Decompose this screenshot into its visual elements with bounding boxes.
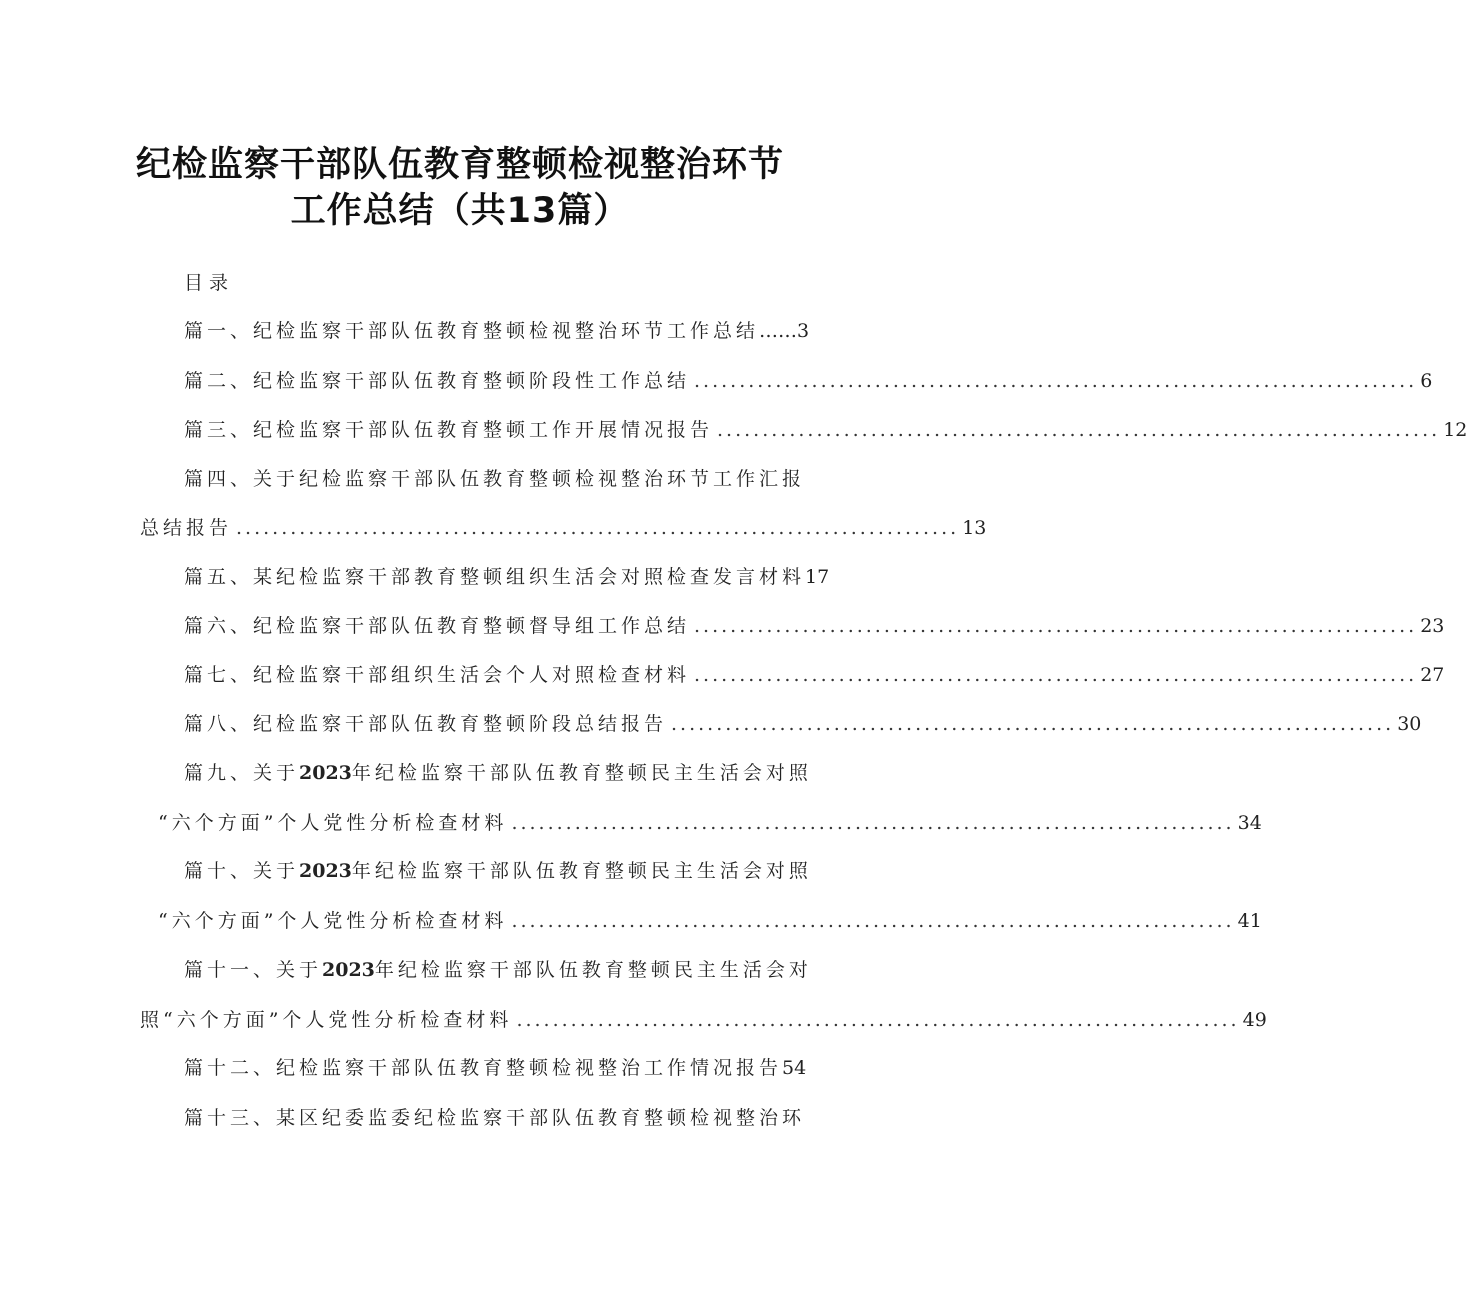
- toc-leader-dots: ................................................................................: [511, 812, 1235, 834]
- toc-entry-title: 篇三、纪检监察干部队伍教育整顿工作开展情况报告: [184, 419, 714, 441]
- toc-page-number: 49: [1242, 1009, 1267, 1031]
- toc-entry-title-part: 年纪检监察干部队伍教育整顿民主生活会对: [374, 959, 812, 981]
- toc-entry-title: 篇六、纪检监察干部队伍教育整顿督导组工作总结: [184, 615, 691, 637]
- toc-leader-dots: ................................................................................: [236, 517, 960, 539]
- toc-leader-dots: ................................................................................: [694, 615, 1418, 637]
- toc-entry-7[interactable]: [184, 660, 1445, 690]
- toc-page-number: 17: [805, 566, 830, 588]
- toc-heading: 目录: [184, 272, 235, 294]
- toc-entry-12[interactable]: [184, 1053, 807, 1083]
- toc-page-number: 27: [1420, 664, 1445, 686]
- toc-entry-title: 篇二、纪检监察干部队伍教育整顿阶段性工作总结: [184, 370, 691, 392]
- toc-page-number: 23: [1420, 615, 1445, 637]
- toc-entry-title: 照“六个方面”个人党性分析检查材料: [140, 1009, 513, 1031]
- toc-page-number: 34: [1237, 812, 1262, 834]
- toc-entry-year: 2023: [299, 860, 352, 882]
- toc-leader-dots: ................................................................................: [511, 910, 1235, 932]
- toc-entry-title-part: 篇十一、关于: [184, 959, 323, 981]
- toc-entry-11-line-2[interactable]: [140, 1005, 1267, 1035]
- toc-leader-dots: ................................................................................: [717, 419, 1441, 441]
- toc-leader-dots: ................................................................................: [694, 664, 1418, 686]
- toc-leader-dots: ……: [759, 320, 798, 342]
- toc-entry-8[interactable]: [184, 709, 1422, 739]
- document-title-line-1: 纪检监察干部队伍教育整顿检视整治环节: [135, 145, 784, 185]
- toc-entry-4-line-2[interactable]: [140, 513, 987, 543]
- toc-entry-2[interactable]: [184, 366, 1433, 396]
- toc-entry-year: 2023: [299, 762, 352, 784]
- toc-entry-title: “六个方面”个人党性分析检查材料: [158, 910, 508, 932]
- document-title-line-2: 工作总结（共13篇）: [290, 191, 630, 231]
- toc-page-number: 30: [1397, 713, 1422, 735]
- toc-leader-dots: ................................................................................: [694, 370, 1418, 392]
- toc-entry-title: 篇五、某纪检监察干部教育整顿组织生活会对照检查发言材料: [184, 566, 806, 588]
- toc-leader-dots: ................................................................................: [516, 1009, 1240, 1031]
- toc-leader-dots: ................................................................................: [671, 713, 1395, 735]
- toc-page-number: 13: [962, 517, 987, 539]
- toc-entry-11-line-1[interactable]: [184, 955, 812, 985]
- toc-entry-5[interactable]: [184, 562, 830, 592]
- toc-entry-4-line-1[interactable]: [184, 464, 806, 494]
- toc-entry-10-line-1[interactable]: [184, 856, 812, 886]
- toc-entry-title-part: 篇九、关于: [184, 762, 300, 784]
- toc-page-number: 3: [797, 320, 810, 342]
- toc-entry-title-part: 年纪检监察干部队伍教育整顿民主生活会对照: [351, 860, 812, 882]
- toc-entry-6[interactable]: [184, 611, 1445, 641]
- toc-entry-1[interactable]: [184, 316, 810, 346]
- toc-page-number: 54: [782, 1057, 807, 1079]
- toc-entry-9-line-1[interactable]: [184, 758, 812, 788]
- toc-page-number: 12: [1443, 419, 1467, 441]
- toc-page-number: 6: [1420, 370, 1433, 392]
- toc-entry-10-line-2[interactable]: [158, 906, 1262, 936]
- toc-entry-year: 2023: [322, 959, 375, 981]
- toc-entry-title: 篇十三、某区纪委监委纪检监察干部队伍教育整顿检视整治环: [184, 1107, 806, 1129]
- toc-entry-3[interactable]: [184, 415, 1467, 445]
- toc-entry-title: 篇四、关于纪检监察干部队伍教育整顿检视整治环节工作汇报: [184, 468, 806, 490]
- toc-entry-13-line-1[interactable]: [184, 1103, 806, 1133]
- toc-entry-9-line-2[interactable]: [158, 808, 1262, 838]
- toc-entry-title-part: 篇十、关于: [184, 860, 300, 882]
- toc-page-number: 41: [1237, 910, 1262, 932]
- toc-entry-title: 总结报告: [140, 517, 233, 539]
- toc-entry-title: “六个方面”个人党性分析检查材料: [158, 812, 508, 834]
- toc-entry-title: 篇八、纪检监察干部队伍教育整顿阶段总结报告: [184, 713, 668, 735]
- toc-entry-title-part: 年纪检监察干部队伍教育整顿民主生活会对照: [351, 762, 812, 784]
- toc-entry-title: 篇十二、纪检监察干部队伍教育整顿检视整治工作情况报告: [184, 1057, 783, 1079]
- toc-entry-title: 篇一、纪检监察干部队伍教育整顿检视整治环节工作总结: [184, 320, 760, 342]
- toc-entry-title: 篇七、纪检监察干部组织生活会个人对照检查材料: [184, 664, 691, 686]
